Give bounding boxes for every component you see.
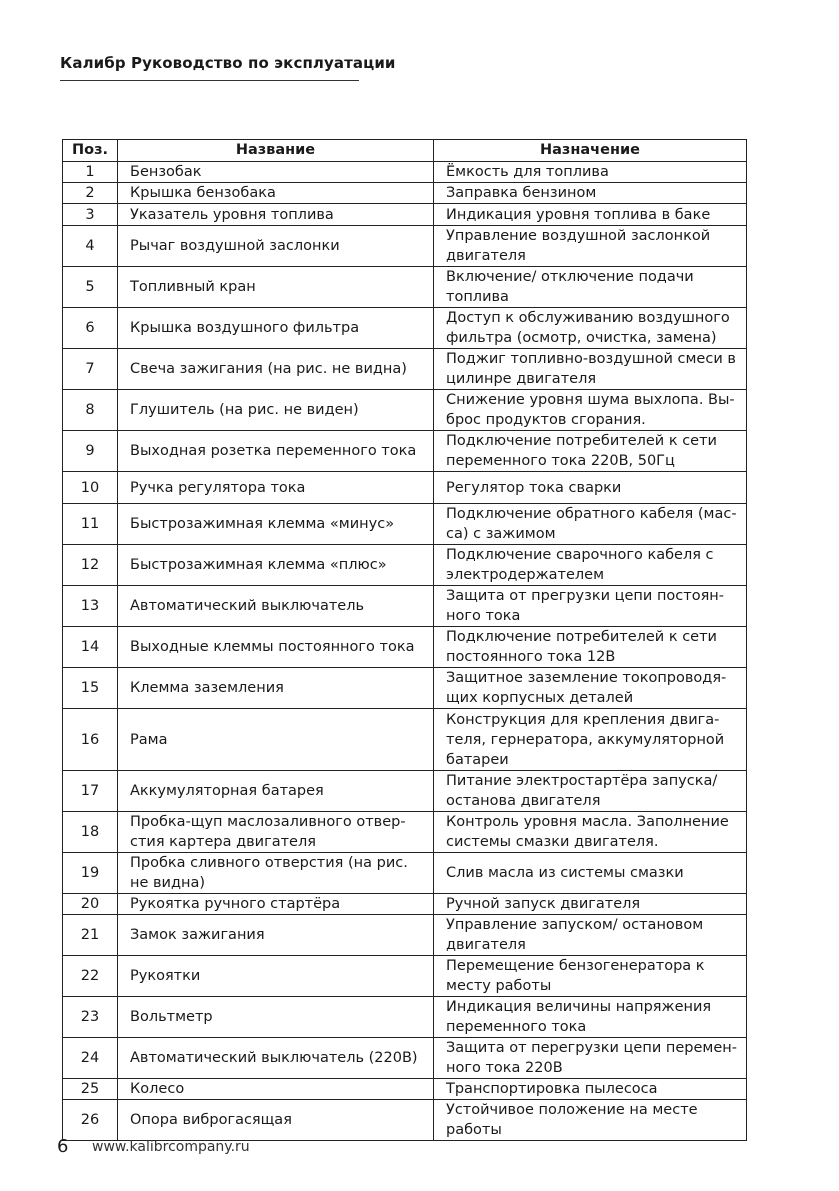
row-pos: 5 bbox=[63, 267, 118, 308]
row-pos: 15 bbox=[63, 668, 118, 709]
row-purpose: Конструкция для крепления двига-теля, гернератора, аккумуляторной батареи bbox=[434, 709, 747, 771]
footer-website-link[interactable]: www.kalibrcompany.ru bbox=[92, 1139, 250, 1155]
row-name: Быстрозажимная клемма «минус» bbox=[118, 504, 434, 545]
row-name: Автоматический выключатель (220В) bbox=[118, 1038, 434, 1079]
row-name: Крышка воздушного фильтра bbox=[118, 308, 434, 349]
row-pos: 10 bbox=[63, 472, 118, 504]
table-row bbox=[63, 956, 747, 997]
row-purpose: Управление запуском/ остановом двигателя bbox=[434, 915, 747, 956]
row-name: Опора виброгасящая bbox=[118, 1100, 434, 1141]
row-name: Рукоятки bbox=[118, 956, 434, 997]
row-pos: 25 bbox=[63, 1079, 118, 1100]
parts-table bbox=[62, 139, 747, 1141]
table-row bbox=[63, 390, 747, 431]
row-pos: 20 bbox=[63, 894, 118, 915]
row-pos: 19 bbox=[63, 853, 118, 894]
row-purpose: Управление воздушной заслонкой двигателя bbox=[434, 226, 747, 267]
row-purpose: Подключение потребителей к сети переменного тока 220В, 50Гц bbox=[434, 431, 747, 472]
header-divider bbox=[60, 80, 359, 81]
table-row bbox=[63, 586, 747, 627]
row-purpose: Питание электростартёра запуска/ останова двигателя bbox=[434, 771, 747, 812]
row-purpose: Включение/ отключение подачи топлива bbox=[434, 267, 747, 308]
table-row bbox=[63, 1100, 747, 1141]
row-name: Выходная розетка переменного тока bbox=[118, 431, 434, 472]
row-name: Рычаг воздушной заслонки bbox=[118, 226, 434, 267]
table-row bbox=[63, 472, 747, 504]
row-pos: 2 bbox=[63, 183, 118, 204]
row-purpose: Защита от прегрузки цепи постоян-ного тока bbox=[434, 586, 747, 627]
table-row bbox=[63, 267, 747, 308]
row-pos: 22 bbox=[63, 956, 118, 997]
row-purpose: Доступ к обслуживанию воздушного фильтра (осмотр, очистка, замена) bbox=[434, 308, 747, 349]
row-name: Пробка сливного отверстия (на рис. не видна) bbox=[118, 853, 434, 894]
row-purpose: Индикация уровня топлива в баке bbox=[434, 204, 747, 226]
row-purpose: Подключение потребителей к сети постоянного тока 12В bbox=[434, 627, 747, 668]
row-purpose: Подключение обратного кабеля (мас-са) с зажимом bbox=[434, 504, 747, 545]
row-purpose: Устойчивое положение на месте работы bbox=[434, 1100, 747, 1141]
table-row bbox=[63, 627, 747, 668]
table-row bbox=[63, 1079, 747, 1100]
row-name: Топливный кран bbox=[118, 267, 434, 308]
row-name: Выходные клеммы постоянного тока bbox=[118, 627, 434, 668]
table-row bbox=[63, 349, 747, 390]
row-name: Пробка-щуп маслозаливного отвер-стия картера двигателя bbox=[118, 812, 434, 853]
row-name: Аккумуляторная батарея bbox=[118, 771, 434, 812]
row-purpose: Регулятор тока сварки bbox=[434, 472, 747, 504]
row-pos: 26 bbox=[63, 1100, 118, 1141]
table-row bbox=[63, 308, 747, 349]
table-row bbox=[63, 431, 747, 472]
row-pos: 6 bbox=[63, 308, 118, 349]
row-purpose: Слив масла из системы смазки bbox=[434, 853, 747, 894]
row-purpose: Индикация величины напряжения переменного тока bbox=[434, 997, 747, 1038]
row-pos: 14 bbox=[63, 627, 118, 668]
table-row bbox=[63, 183, 747, 204]
table-row bbox=[63, 997, 747, 1038]
row-name: Автоматический выключатель bbox=[118, 586, 434, 627]
page-header-title: Калибр Руководство по эксплуатации bbox=[60, 54, 396, 72]
row-pos: 9 bbox=[63, 431, 118, 472]
row-purpose: Ручной запуск двигателя bbox=[434, 894, 747, 915]
row-pos: 21 bbox=[63, 915, 118, 956]
row-purpose: Контроль уровня масла. Заполнение системы смазки двигателя. bbox=[434, 812, 747, 853]
page-number: 6 bbox=[57, 1136, 69, 1157]
row-name: Колесо bbox=[118, 1079, 434, 1100]
table-row bbox=[63, 771, 747, 812]
row-name: Свеча зажигания (на рис. не видна) bbox=[118, 349, 434, 390]
row-name: Клемма заземления bbox=[118, 668, 434, 709]
row-pos: 16 bbox=[63, 709, 118, 771]
row-name: Рукоятка ручного стартёра bbox=[118, 894, 434, 915]
row-purpose: Подключение сварочного кабеля с электродержателем bbox=[434, 545, 747, 586]
table-row bbox=[63, 915, 747, 956]
row-name: Крышка бензобака bbox=[118, 183, 434, 204]
row-purpose: Снижение уровня шума выхлопа. Вы-брос продуктов сгорания. bbox=[434, 390, 747, 431]
table-header-row bbox=[63, 140, 747, 162]
row-purpose: Поджиг топливно-воздушной смеси в цилинре двигателя bbox=[434, 349, 747, 390]
row-pos: 1 bbox=[63, 162, 118, 183]
row-purpose: Защитное заземление токопроводя-щих корпусных деталей bbox=[434, 668, 747, 709]
row-pos: 11 bbox=[63, 504, 118, 545]
row-purpose: Ёмкость для топлива bbox=[434, 162, 747, 183]
row-purpose: Перемещение бензогенератора к месту работы bbox=[434, 956, 747, 997]
table-row bbox=[63, 504, 747, 545]
table-row bbox=[63, 204, 747, 226]
row-name: Глушитель (на рис. не виден) bbox=[118, 390, 434, 431]
row-name: Бензобак bbox=[118, 162, 434, 183]
row-pos: 23 bbox=[63, 997, 118, 1038]
row-pos: 17 bbox=[63, 771, 118, 812]
row-pos: 8 bbox=[63, 390, 118, 431]
row-name: Рама bbox=[118, 709, 434, 771]
row-name: Указатель уровня топлива bbox=[118, 204, 434, 226]
table-row bbox=[63, 894, 747, 915]
row-pos: 3 bbox=[63, 204, 118, 226]
column-header-purpose: Назначение bbox=[434, 140, 747, 162]
table-row bbox=[63, 853, 747, 894]
table-row bbox=[63, 709, 747, 771]
row-name: Ручка регулятора тока bbox=[118, 472, 434, 504]
table-row bbox=[63, 162, 747, 183]
row-pos: 4 bbox=[63, 226, 118, 267]
row-pos: 7 bbox=[63, 349, 118, 390]
column-header-name: Название bbox=[118, 140, 434, 162]
row-pos: 13 bbox=[63, 586, 118, 627]
row-pos: 18 bbox=[63, 812, 118, 853]
table-row bbox=[63, 812, 747, 853]
row-purpose: Транспортировка пылесоса bbox=[434, 1079, 747, 1100]
table-row bbox=[63, 545, 747, 586]
row-name: Замок зажигания bbox=[118, 915, 434, 956]
table-row bbox=[63, 226, 747, 267]
row-purpose: Заправка бензином bbox=[434, 183, 747, 204]
row-purpose: Защита от перегрузки цепи перемен-ного тока 220В bbox=[434, 1038, 747, 1079]
column-header-pos: Поз. bbox=[63, 140, 118, 162]
row-pos: 24 bbox=[63, 1038, 118, 1079]
table-row bbox=[63, 668, 747, 709]
row-name: Вольтметр bbox=[118, 997, 434, 1038]
row-pos: 12 bbox=[63, 545, 118, 586]
row-name: Быстрозажимная клемма «плюс» bbox=[118, 545, 434, 586]
table-row bbox=[63, 1038, 747, 1079]
